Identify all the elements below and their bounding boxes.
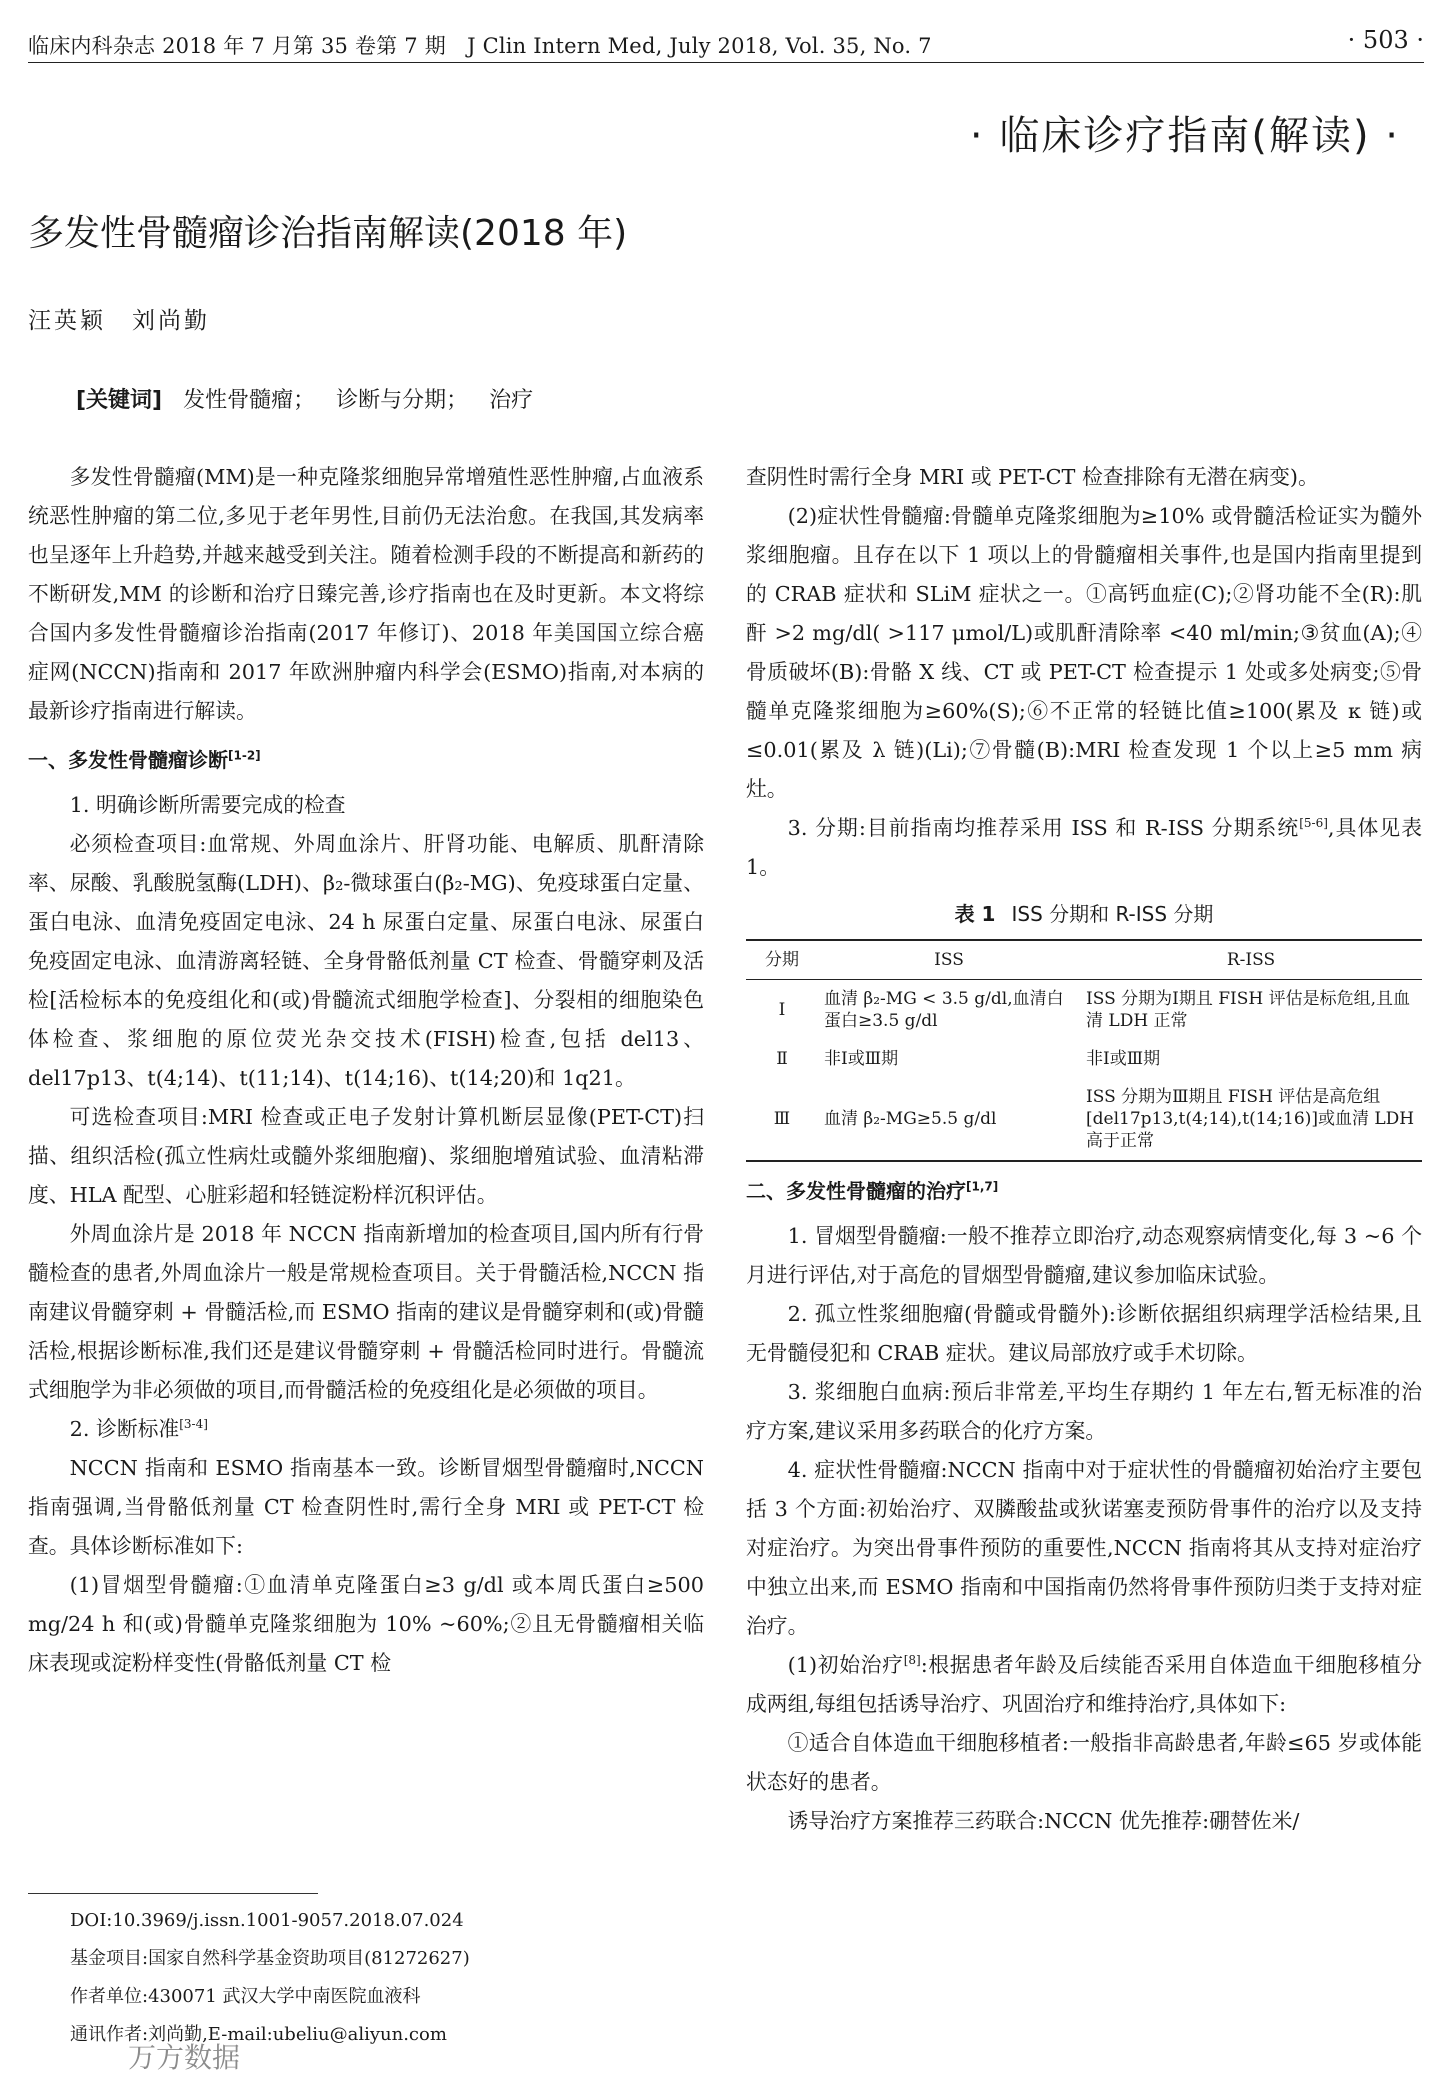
table-cell: 非Ⅰ或Ⅲ期 [1086, 1049, 1161, 1069]
paragraph-continued: 查阴性时需行全身 MRI 或 PET-CT 检查排除有无潜在病变)。 [746, 465, 1319, 489]
table-header-cell: ISS [818, 940, 1080, 980]
journal-header: 临床内科杂志 2018 年 7 月第 35 卷第 7 期 J Clin Intern Med, July 2018, Vol. 35, No. 7 [28, 34, 932, 58]
paragraph-treatment-6: ①适合自体造血干细胞移植者:一般指非高龄患者,年龄≤65 岁或体能状态好的患者。 [746, 1731, 1422, 1794]
footnote-rule [28, 1893, 318, 1894]
table-row [746, 980, 1422, 1041]
table-cell: 血清 β₂-MG≥5.5 g/dl [818, 1078, 1080, 1161]
section-tag: · 临床诊疗指南(解读) · [969, 113, 1400, 159]
watermark: 万方数据 [128, 2041, 241, 2074]
table-cell: Ⅱ [776, 1049, 788, 1069]
section-heading-diagnosis: 一、多发性骨髓瘤诊断[1-2] [28, 748, 261, 772]
citation: [1,7] [966, 1179, 999, 1194]
paragraph-required-exams: 必须检查项目:血常规、外周血涂片、肝肾功能、电解质、肌酐清除率、尿酸、乳酸脱氢酶(LDH)、β₂-微球蛋白(β₂-MG)、免疫球蛋白定量、蛋白电泳、血清免疫固定电泳、24 h 尿蛋白定量、尿蛋白电泳、尿蛋白免疫固定电泳、血清游离轻链、全身骨骼低剂量 CT 检查、骨髓穿刺及活检[活检标本的免疫组化和(或)骨髓流式细胞学检查]、分裂相的细胞染色体检查、浆细胞的原位荧光杂交技术(FISH)检查,包括 del13、del17p13、t(4;14)、t(11;14)、t(14;16)、t(14;20)和 1q21。 [28, 832, 704, 1090]
paragraph-treatment-1: 1. 冒烟型骨髓瘤:一般不推荐立即治疗,动态观察病情变化,每 3 ~6 个月进行评估,对于高危的冒烟型骨髓瘤,建议参加临床试验。 [746, 1224, 1422, 1287]
paragraph-symptomatic: (2)症状性骨髓瘤:骨髓单克隆浆细胞为≥10% 或骨髓活检证实为髓外浆细胞瘤。且存在以下 1 项以上的骨髓瘤相关事件,也是国内指南里提到的 CRAB 症状和 SLiM 症状之一。①高钙血症(C);②肾功能不全(R):肌酐 >2 mg/dl( >117 μmol/L)或肌酐清除率 <40 ml/min;③贫血(A);④骨质破坏(B):骨骼 X 线、CT 或 PET-CT 检查提示 1 处或多处病变;⑤骨髓单克隆浆细胞为≥60%(S);⑥不正常的轻链比值≥100(累及 κ 链)或≤0.01(累及 λ 链)(Li);⑦骨髓(B):MRI 检查发现 1 个以上≥5 mm 病灶。 [746, 504, 1422, 801]
table-title: ISS 分期和 R-ISS 分期 [1011, 902, 1214, 926]
staging-table [746, 939, 1422, 1162]
table-caption [746, 899, 1422, 929]
footnote-doi: DOI:10.3969/j.issn.1001-9057.2018.07.024 [70, 1910, 464, 1931]
paragraph-treatment-2: 2. 孤立性浆细胞瘤(骨髓或骨髓外):诊断依据组织病理学活检结果,且无骨髓侵犯和 CRAB 症状。建议局部放疗或手术切除。 [746, 1302, 1422, 1365]
table-row [746, 1078, 1422, 1161]
paragraph-staging: 3. 分期:目前指南均推荐采用 ISS 和 R-ISS 分期系统[5-6],具体见表 1。 [746, 816, 1422, 879]
intro-paragraph: 多发性骨髓瘤(MM)是一种克隆浆细胞异常增殖性恶性肿瘤,占血液系统恶性肿瘤的第二位,多见于老年男性,目前仍无法治愈。在我国,其发病率也呈逐年上升趋势,并越来越受到关注。随着检测手段的不断提高和新药的不断研发,MM 的诊断和治疗日臻完善,诊疗指南也在及时更新。本文将综合国内多发性骨髓瘤诊治指南(2017 年修订)、2018 年美国国立综合癌症网(NCCN)指南和 2017 年欧洲肿瘤内科学会(ESMO)指南,对本病的最新诊疗指南进行解读。 [28, 465, 704, 723]
table-cell: 非Ⅰ或Ⅲ期 [824, 1049, 899, 1069]
header-rule [28, 62, 1424, 63]
keyword-item: 治疗 [489, 388, 534, 413]
subheading-exams: 1. 明确诊断所需要完成的检查 [69, 793, 346, 817]
footnotes [70, 1902, 470, 2054]
left-column [28, 458, 704, 1683]
page-number: · 503 · [1347, 26, 1424, 54]
keyword-item: 诊断与分期； [336, 388, 469, 413]
citation: [8] [903, 1653, 921, 1668]
article-title: 多发性骨髓瘤诊治指南解读(2018 年) [28, 213, 628, 254]
table-header-cell: 分期 [746, 940, 818, 980]
table-row [746, 1040, 1422, 1078]
paragraph-smoldering: (1)冒烟型骨髓瘤:①血清单克隆蛋白≥3 g/dl 或本周氏蛋白≥500 mg/24 h 和(或)骨髓单克隆浆细胞为 10% ~60%;②且无骨髓瘤相关临床表现或淀粉样变性(骨骼低剂量 CT 检 [28, 1573, 704, 1675]
paragraph-treatment-7: 诱导治疗方案推荐三药联合:NCCN 优先推荐:硼替佐米/ [787, 1809, 1300, 1833]
paragraph-treatment-3: 3. 浆细胞白血病:预后非常差,平均生存期约 1 年左右,暂无标准的治疗方案,建议采用多药联合的化疗方案。 [746, 1380, 1422, 1443]
footnote-corresponding: 通讯作者:刘尚勤,E-mail:ubeliu@aliyun.com [70, 2024, 447, 2045]
staging-table-block [746, 899, 1422, 1162]
keyword-item: 发性骨髓瘤； [183, 388, 316, 413]
footnote-affiliation: 作者单位:430071 武汉大学中南医院血液科 [70, 1986, 421, 2007]
table-cell: ISS 分期为Ⅰ期且 FISH 评估是标危组,且血清 LDH 正常 [1086, 989, 1411, 1031]
paragraph-treatment-5: (1)初始治疗[8]:根据患者年龄及后续能否采用自体造血干细胞移植分成两组,每组包括诱导治疗、巩固治疗和维持治疗,具体如下: [746, 1653, 1422, 1716]
subheading-criteria: 2. 诊断标准[3-4] [69, 1417, 208, 1441]
keywords [76, 383, 533, 414]
paragraph-treatment-4: 4. 症状性骨髓瘤:NCCN 指南中对于症状性的骨髓瘤初始治疗主要包括 3 个方面:初始治疗、双膦酸盐或狄诺塞麦预防骨事件的治疗以及支持对症治疗。为突出骨事件预防的重要性,NCCN 指南将其从支持对症治疗中独立出来,而 ESMO 指南和中国指南仍然将骨事件预防归类于支持对症治疗。 [746, 1458, 1422, 1638]
paragraph-blood-smear: 外周血涂片是 2018 年 NCCN 指南新增加的检查项目,国内所有行骨髓检查的患者,外周血涂片一般是常规检查项目。关于骨髓活检,NCCN 指南建议骨髓穿刺 + 骨髓活检,而 ESMO 指南的建议是骨髓穿刺和(或)骨髓活检,根据诊断标准,我们还是建议骨髓穿刺 + 骨髓活检同时进行。骨髓流式细胞学为非必须做的项目,而骨髓活检的免疫组化是必须做的项目。 [28, 1222, 704, 1402]
citation: [1-2] [228, 748, 261, 763]
footnote-fund: 基金项目:国家自然科学基金资助项目(81272627) [70, 1948, 470, 1969]
table-number: 表 1 [954, 902, 996, 926]
table-cell: ISS 分期为Ⅲ期且 FISH 评估是高危组[del17p13,t(4;14),t(14;16)]或血清 LDH 高于正常 [1080, 1078, 1422, 1161]
table-cell: 血清 β₂-MG < 3.5 g/dl,血清白蛋白≥3.5 g/dl [824, 989, 1064, 1031]
citation: [3-4] [179, 1417, 208, 1432]
authors: 汪英颖 刘尚勤 [28, 308, 210, 334]
table-cell: Ⅰ [778, 1000, 786, 1020]
citation: [5-6] [1299, 816, 1328, 831]
paragraph-criteria: NCCN 指南和 ESMO 指南基本一致。诊断冒烟型骨髓瘤时,NCCN 指南强调,当骨骼低剂量 CT 检查阴性时,需行全身 MRI 或 PET-CT 检查。具体诊断标准如下: [28, 1456, 704, 1558]
right-column [746, 458, 1422, 1841]
section-heading-treatment: 二、多发性骨髓瘤的治疗[1,7] [746, 1179, 999, 1203]
table-header-cell: R-ISS [1080, 940, 1422, 980]
keywords-label: [关键词] [76, 388, 163, 413]
table-cell: Ⅲ [746, 1078, 818, 1161]
paragraph-optional-exams: 可选检查项目:MRI 检查或正电子发射计算机断层显像(PET-CT)扫描、组织活检(孤立性病灶或髓外浆细胞瘤)、浆细胞增殖试验、血清粘滞度、HLA 配型、心脏彩超和轻链淀粉样沉积评估。 [28, 1105, 704, 1207]
